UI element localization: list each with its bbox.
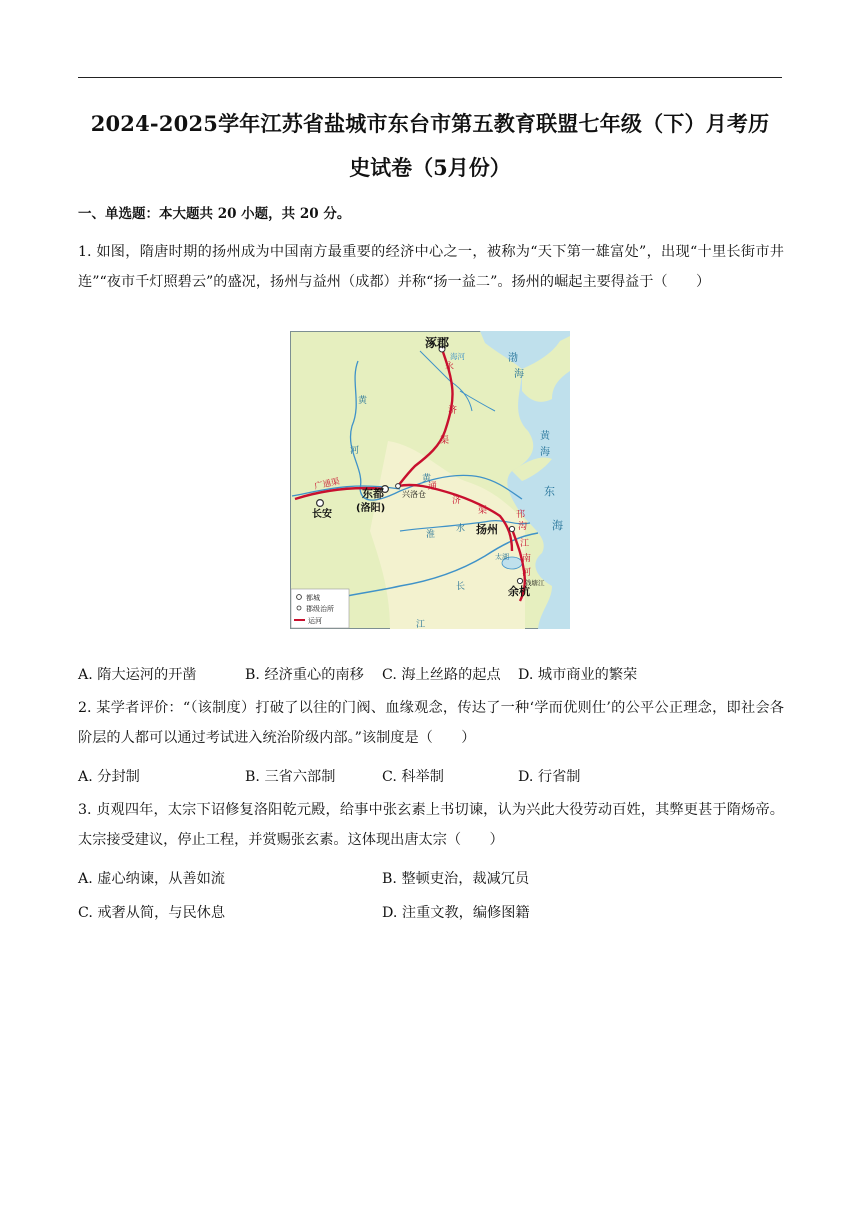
label-guangtong: 广通渠 [313,476,341,492]
legend-capital-icon [297,595,302,600]
label-jiangnan-1: 江 [520,539,530,549]
question-1-stem: 1. 如图，隋唐时期的扬州成为中国南方最重要的经济中心之一，被称为“天下第一雄富处”，出现“十里长街市井连”“夜市千灯照碧云”的盛况，扬州与益州（成都）并称“扬一益二”。扬州的崛起主要得益于（ ） [78,244,784,290]
yangzhou-dot [509,526,514,531]
q2-option-c[interactable]: C. 科举制 [382,769,444,785]
q1-option-d[interactable]: D. 城市商业的繁荣 [518,667,638,683]
label-dongdu-1: 东都 [362,487,384,500]
section-heading: 一、单选题：本大题共 20 小题，共 20 分。 [78,206,351,222]
q1-option-c[interactable]: C. 海上丝路的起点 [382,667,501,683]
label-zhuojun: 涿郡 [425,336,450,350]
label-changjiang-1: 长 [456,582,466,592]
label-changjiang-2: 江 [416,620,426,629]
label-hangou-1: 邗 [516,510,526,520]
label-tongji-3: 渠 [478,506,488,516]
label-huai-1: 淮 [426,530,436,540]
legend-canal: 运河 [308,617,322,625]
legend-prefecture: 郡级治所 [306,605,334,613]
label-huai-2: 水 [456,524,466,534]
label-jiangnan-2: 南 [522,554,532,564]
label-yuhang: 余杭 [508,585,530,598]
label-jiangnan-3: 河 [522,568,532,578]
label-qiantang: 钱塘江 [525,579,545,587]
q2-option-b[interactable]: B. 三省六部制 [245,769,336,785]
label-huanghe-left-2: 河 [350,446,360,456]
q2-option-d[interactable]: D. 行省制 [518,769,581,785]
label-haihe: 海河 [450,352,465,361]
label-donghai-2: 海 [552,519,563,532]
grand-canal-map [290,331,570,629]
q2-option-a[interactable]: A. 分封制 [78,769,140,785]
q3-option-c[interactable]: C. 戒奢从简，与民休息 [78,905,226,921]
yuhang-dot [517,578,522,583]
map-legend [291,589,349,628]
label-yongji-3: 渠 [440,436,450,446]
q3-option-a[interactable]: A. 虚心纳谏，从善如流 [78,871,225,887]
label-huanghai-2: 海 [540,447,550,458]
label-huanghai-1: 黄 [540,431,550,442]
q1-option-b[interactable]: B. 经济重心的南移 [245,667,364,683]
page-title-line-1: 2024-2025学年江苏省盐城市东台市第五教育联盟七年级（下）月考历 [90,111,770,136]
q1-option-a[interactable]: A. 隋大运河的开凿 [78,667,197,683]
label-yongji-2: 济 [448,406,458,416]
label-hangou-2: 沟 [518,522,528,532]
question-3-stem: 3. 贞观四年，太宗下诏修复洛阳乾元殿，给事中张玄素上书切谏，认为兴此大役劳动百姓，其弊更甚于隋炀帝。太宗接受建议，停止工程，并赏赐张玄素。这体现出唐太宗（ ） [78,802,784,848]
label-tongji-1: 通 [428,482,438,492]
header-rule [78,77,782,78]
changan-dot [317,500,324,507]
label-changan: 长安 [312,509,332,520]
question-2-stem: 2. 某学者评价：“（该制度）打破了以往的门阀、血缘观念，传达了一种‘学而优则仕’的公平公正理念，即社会各阶层的人都可以通过考试进入统治阶级内部。”该制度是（ ） [78,700,784,746]
label-huanghe-mid: 黄 [422,474,432,484]
label-taihu: 太湖 [495,553,509,561]
legend-capital: 都城 [306,594,320,602]
xingluocang-dot [396,484,401,489]
label-bohai-2: 海 [514,369,524,380]
label-yangzhou: 扬州 [476,523,498,536]
label-donghai-1: 东 [544,485,555,498]
legend-prefecture-icon [297,606,301,610]
label-tongji-2: 济 [452,496,462,506]
label-huanghe-left-1: 黄 [358,396,368,406]
label-bohai-1: 渤 [508,353,518,364]
q3-option-d[interactable]: D. 注重文教，编修图籍 [382,905,530,921]
page-title-line-2: 史试卷（5月份） [349,155,511,180]
q3-option-b[interactable]: B. 整顿吏治，裁减冗员 [382,871,530,887]
label-xingluocang: 兴洛仓 [402,490,426,499]
label-yongji-1: 永 [445,362,455,372]
label-dongdu-2: (洛阳) [356,503,386,514]
